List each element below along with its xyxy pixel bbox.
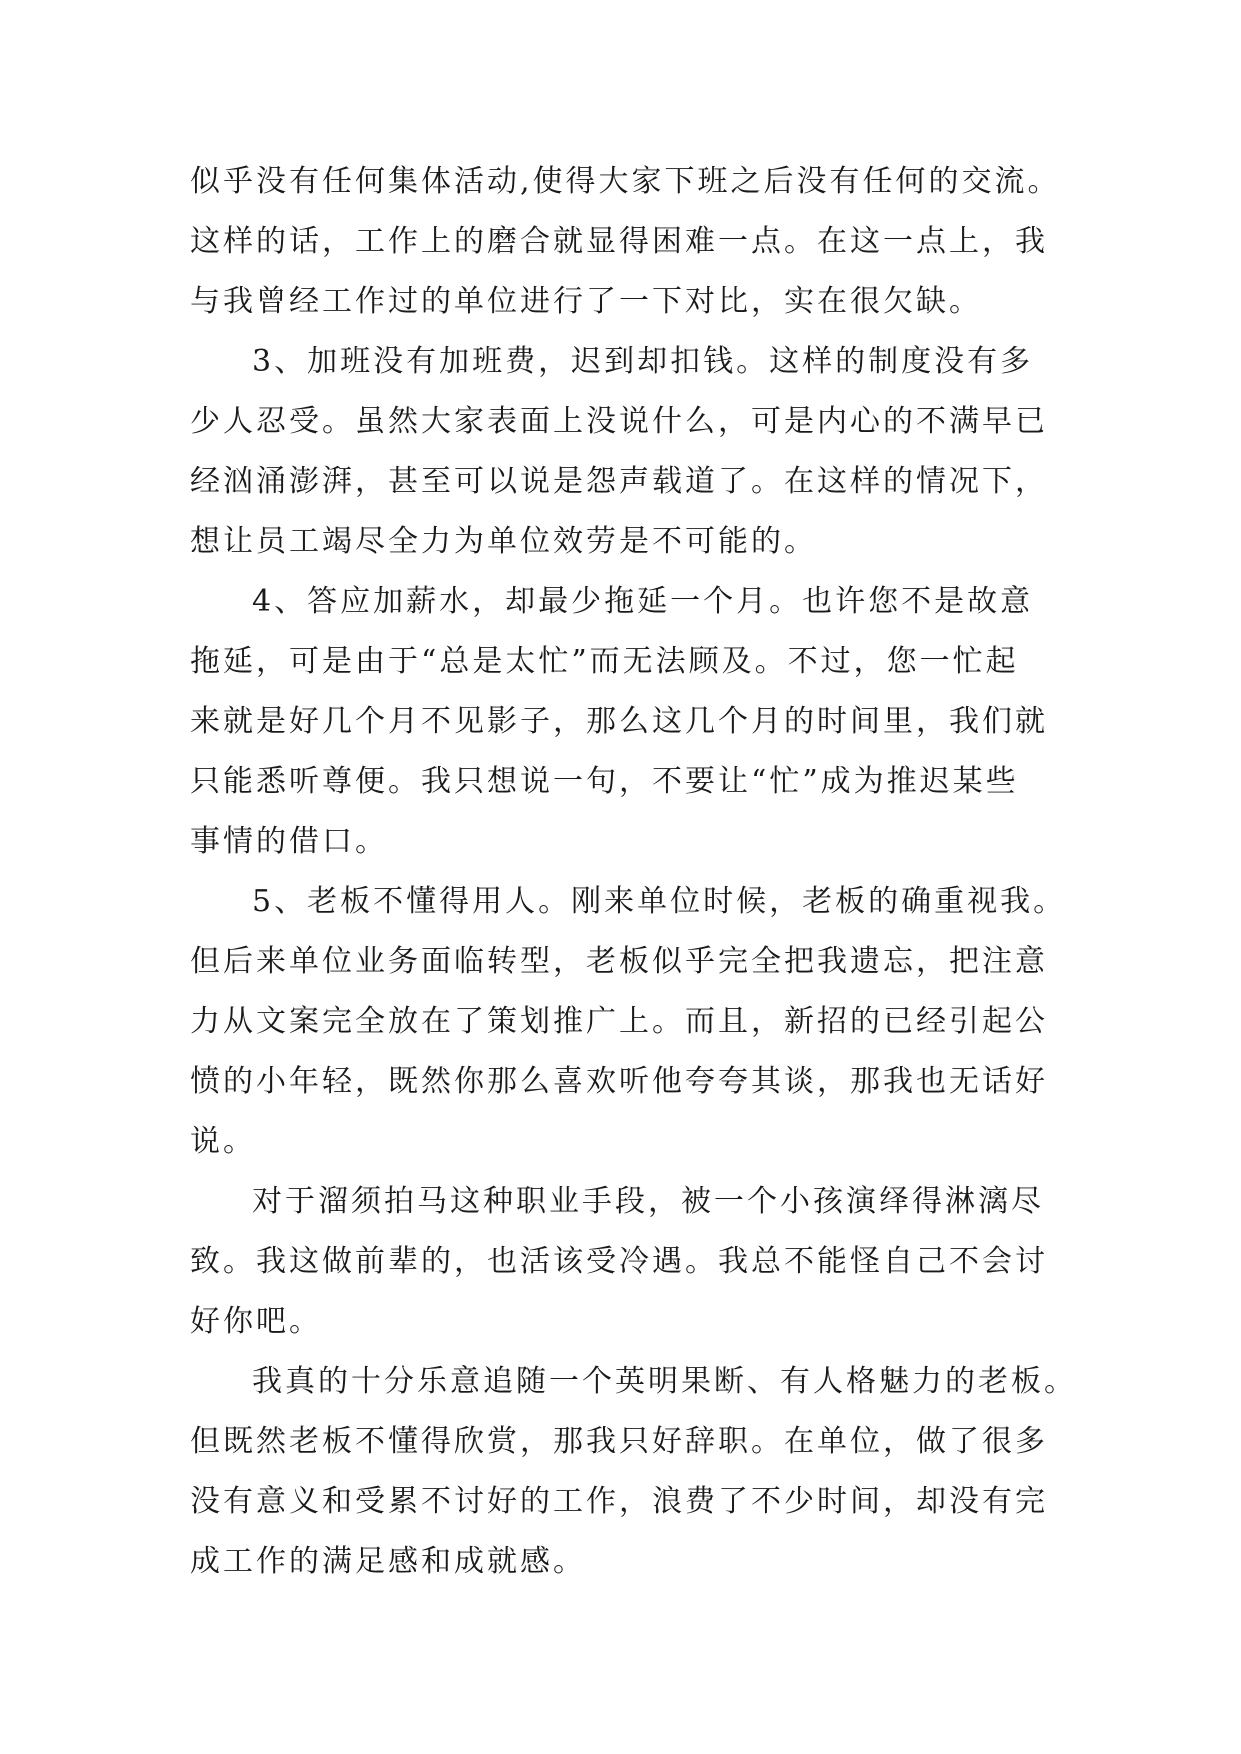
text-line: 经汹涌澎湃，甚至可以说是怨声载道了。在这样的情况下， (190, 464, 1048, 499)
document-body (190, 152, 1100, 1592)
paragraph-first-line: 我真的十分乐意追随一个英明果断、有人格魅力的老板。 (252, 1364, 1077, 1399)
text-line: 没有意义和受累不讨好的工作，浪费了不少时间，却没有完 (190, 1484, 1048, 1519)
text-line: 但后来单位业务面临转型，老板似乎完全把我遗忘，把注意 (190, 944, 1048, 979)
text-line: 这样的话，工作上的磨合就显得困难一点。在这一点上，我 (190, 224, 1048, 259)
text-line: 但既然老板不懂得欣赏，那我只好辞职。在单位，做了很多 (190, 1424, 1048, 1459)
paragraph-first-line: 4、答应加薪水，却最少拖延一个月。也许您不是故意 (252, 584, 1034, 619)
text-line: 好你吧。 (190, 1304, 322, 1339)
text-line: 来就是好几个月不见影子，那么这几个月的时间里，我们就 (190, 704, 1048, 739)
text-line: 拖延，可是由于“总是太忙”而无法顾及。不过，您一忙起 (190, 644, 1019, 679)
text-line: 似乎没有任何集体活动,使得大家下班之后没有任何的交流。 (190, 164, 1061, 199)
text-line: 想让员工竭尽全力为单位效劳是不可能的。 (190, 524, 817, 559)
text-line: 事情的借口。 (190, 824, 388, 859)
text-line: 愤的小年轻，既然你那么喜欢听他夸夸其谈，那我也无话好 (190, 1064, 1048, 1099)
text-line: 成工作的满足感和成就感。 (190, 1544, 586, 1579)
paragraph-first-line: 3、加班没有加班费，迟到却扣钱。这样的制度没有多 (252, 344, 1034, 379)
text-line: 说。 (190, 1124, 256, 1159)
text-line: 力从文案完全放在了策划推广上。而且，新招的已经引起公 (190, 1004, 1048, 1039)
text-line: 只能悉听尊便。我只想说一句，不要让“忙”成为推迟某些 (190, 764, 1019, 799)
text-line: 少人忍受。虽然大家表面上没说什么，可是内心的不满早已 (190, 404, 1048, 439)
paragraph-first-line: 对于溜须拍马这种职业手段，被一个小孩演绎得淋漓尽 (252, 1184, 1044, 1219)
text-line: 致。我这做前辈的，也活该受冷遇。我总不能怪自己不会讨 (190, 1244, 1048, 1279)
paragraph-first-line: 5、老板不懂得用人。刚来单位时候，老板的确重视我。 (252, 884, 1067, 919)
text-line: 与我曾经工作过的单位进行了一下对比，实在很欠缺。 (190, 284, 982, 319)
